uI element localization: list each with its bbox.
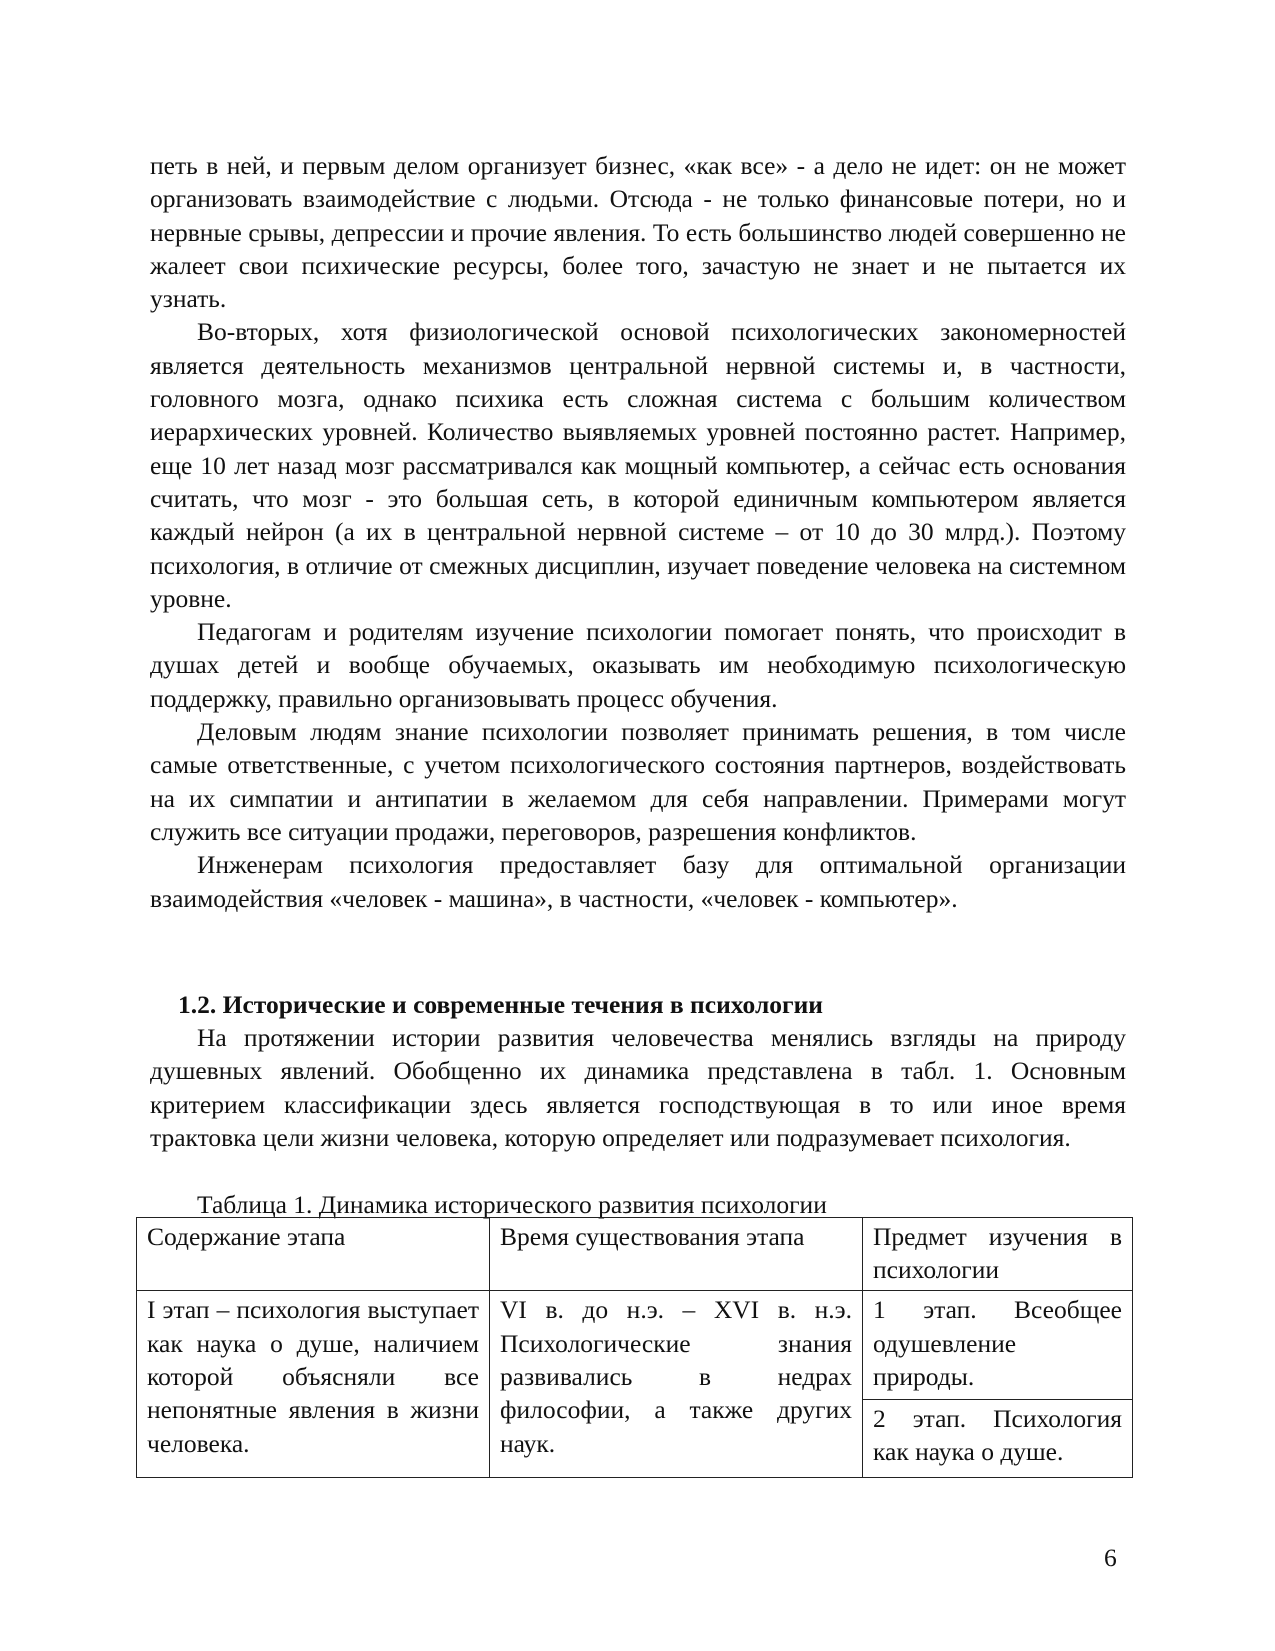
section-text [150,1021,1126,1154]
cell-stage-subject-2: 2 этап. Психология как наука о душе. [863,1399,1133,1477]
header-cell-subject: Предмет изучения в психологии [863,1218,1133,1291]
section-heading: 1.2. Исторические и современные течения в психологии [178,990,823,1019]
table-caption: Таблица 1. Динамика исторического развития психологии [197,1190,827,1219]
paragraph: На протяжении истории развития человечества менялись взгляды на природу душевных явлений. Обобщенно их динамика представлена в табл. 1. Основным критерием классификации здесь является господствующая в то или иное время трактовка цели жизни человека, которую определяет или подразумевает психология. [150,1023,1126,1152]
cell-stage-subject-1: 1 этап. Всеобщее одушевление природы. [863,1291,1133,1400]
history-table [136,1217,1133,1478]
page-number: 6 [1104,1543,1117,1572]
paragraph: Инженерам психология предоставляет базу для оптимальной организации взаимодействия «человек - машина», в частности, «человек - компьютер». [150,850,1126,913]
paragraph: Во-вторых, хотя физиологической основой психологических закономерностей является деятельность механизмов центральной нервной системы и, в частности, головного мозга, однако психика есть сложная система с большим количеством иерархических уровней. Количество выявляемых уровней постоянно растет. Например, еще 10 лет назад мозг рассматривался как мощный компьютер, а сейчас есть основания считать, что мозг - это большая сеть, в которой единичным компьютером является каждый нейрон (а их в центральной нервной системе – от 10 до 30 млрд.). Поэтому психология, в отличие от смежных дисциплин, изучает поведение человека на системном уровне. [150,317,1126,613]
header-cell-content: Содержание этапа [137,1218,490,1291]
header-cell-time: Время существования этапа [490,1218,863,1291]
table-header-row [137,1218,1133,1291]
body-text [150,149,1126,915]
cell-stage-content: I этап – психология выступает как наука о душе, наличием которой объясняли все непонятные явления в жизни человека. [137,1291,490,1478]
cell-stage-time: VI в. до н.э. – XVI в. н.э. Психологические знания развивались в недрах философии, а также других наук. [490,1291,863,1478]
paragraph: Педагогам и родителям изучение психологии помогает понять, что происходит в душах детей и вообще обучаемых, оказывать им необходимую психологическую поддержку, правильно организовывать процесс обучения. [150,617,1126,713]
table-row [137,1291,1133,1400]
paragraph: петь в ней, и первым делом организует бизнес, «как все» - а дело не идет: он не может организовать взаимодействие с людьми. Отсюда - не только финансовые потери, но и нервные срывы, депрессии и прочие явления. То есть большинство людей совершенно не жалеет свои психические ресурсы, более того, зачастую не знает и не пытается их узнать. [150,151,1126,314]
paragraph: Деловым людям знание психологии позволяет принимать решения, в том числе самые ответственные, с учетом психологического состояния партнеров, воздействовать на их симпатии и антипатии в желаемом для себя направлении. Примерами могут служить все ситуации продажи, переговоров, разрешения конфликтов. [150,717,1126,846]
